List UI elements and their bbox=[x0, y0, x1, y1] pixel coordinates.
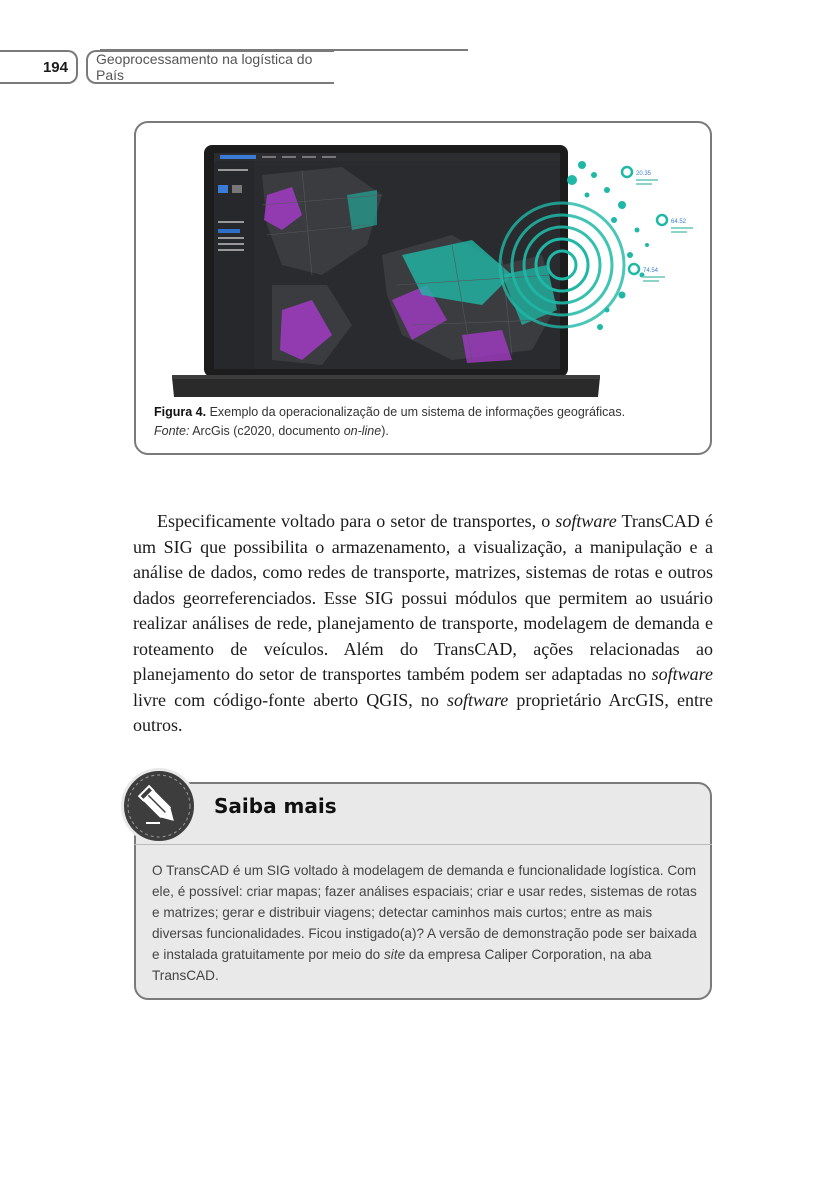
source-text: ArcGis (c2020, documento bbox=[189, 424, 344, 438]
body-paragraph bbox=[133, 509, 713, 739]
body-text-3: livre com código-fonte aberto QGIS, no bbox=[133, 689, 447, 710]
saiba-text-a: O TransCAD é um SIG voltado à modelagem de demanda e funcionalidade logística. Com ele, é possível: criar mapas; fazer análises espaciais; criar e usar redes, sistemas de rotas e matrizes; gerar e distribuir viagens; detectar caminhos mais curtos; entre as mais diversas funcionalidades. Ficou instigado(a)? A versão de demonstração pode ser baixada e instalada gratuitamente por meio do bbox=[152, 863, 697, 962]
figure-4 bbox=[134, 121, 712, 455]
source-label: Fonte: bbox=[154, 424, 190, 438]
saiba-text-b: da empresa Caliper Corporation, na aba TransCAD. bbox=[152, 947, 652, 983]
stat-1: 20.35 bbox=[636, 171, 652, 177]
body-text-4: proprietário ArcGIS, entre outros. bbox=[133, 689, 713, 735]
source-italic: on-line bbox=[343, 424, 382, 438]
body-italic-3: software bbox=[446, 689, 509, 710]
saiba-mais-divider bbox=[134, 844, 712, 845]
page-number: 194 bbox=[0, 50, 78, 84]
pencil-icon bbox=[121, 768, 197, 844]
stat-2: 64.52 bbox=[671, 219, 687, 225]
figure-caption bbox=[154, 403, 699, 441]
saiba-text-site: site bbox=[384, 947, 406, 962]
saiba-mais-text bbox=[152, 860, 697, 986]
body-text-1: Especificamente voltado para o setor de transportes, o bbox=[157, 511, 556, 531]
body-text-2: TransCAD é um SIG que possibilita o armazenamento, a visualização, a manipulação e a análise de dados, como redes de transporte, matrizes, sistemas de rotas e outros dados georreferenciados. Esse SIG possui módulos que permitem ao usuário realizar análises de rede, planejamento de transporte, modelagem de demanda e roteamento de veículos. Além do TransCAD, ações relacionadas ao planejamento do setor de transportes também podem ser adaptadas no bbox=[133, 511, 713, 684]
page-header bbox=[0, 0, 827, 100]
body-italic-2: software bbox=[651, 664, 713, 684]
caption-text: Exemplo da operacionalização de um sistema de informações geográficas. bbox=[206, 405, 626, 419]
caption-label: Figura 4. bbox=[154, 405, 207, 419]
running-title: Geoprocessamento na logística do País bbox=[86, 50, 334, 84]
saiba-mais-title: Saiba mais bbox=[214, 794, 337, 818]
body-italic-1: software bbox=[555, 511, 617, 531]
stat-3: 74.54 bbox=[643, 268, 659, 274]
source-end: ). bbox=[381, 424, 389, 438]
laptop-gis-illustration bbox=[152, 135, 712, 411]
